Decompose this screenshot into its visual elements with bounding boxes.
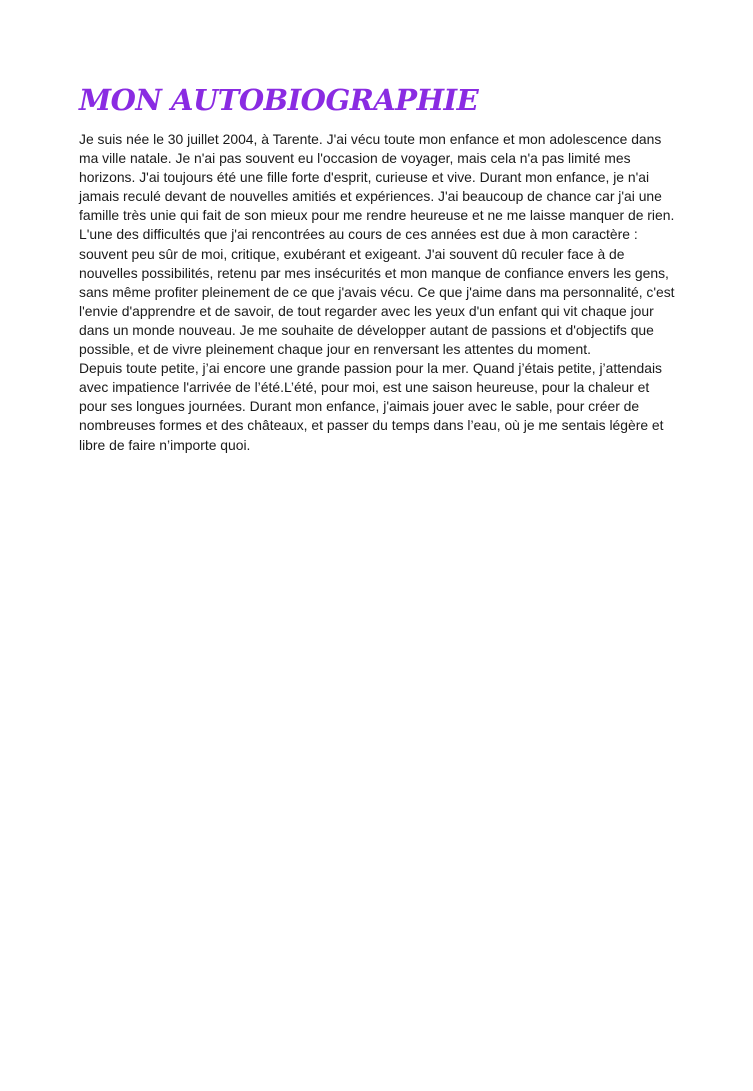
paragraph-difficulties-and-personality: L'une des difficultés que j'ai rencontrées au cours de ces années est due à mon caractère : souvent peu sûr de moi, critique, exubérant et exigeant. J'ai souvent dû reculer face à de nouvelles possibilités, retenu par mes insécurités et mon manque de confiance envers les gens, sans même profiter pleinement de ce que j'avais vécu. Ce que j'aime dans ma personnalité, c'est l'envie d'apprendre et de savoir, de tout regarder avec les yeux d'un enfant qui vit chaque jour dans un monde nouveau. Je me souhaite de développer autant de passions et d'objectifs que possible, et de vivre pleinement chaque jour en renversant les attentes du moment. (79, 226, 675, 358)
document-title: MON AUTOBIOGRAPHIE (79, 83, 479, 117)
paragraph-birth-and-childhood: Je suis née le 30 juillet 2004, à Tarente. J'ai vécu toute mon enfance et mon adolescence dans ma ville natale. Je n'ai pas souvent eu l'occasion de voyager, mais cela n'a pas limité mes horizons. J'ai toujours été une fille forte d'esprit, curieuse et vive. Durant mon enfance, je n'ai jamais reculé devant de nouvelles amitiés et expériences. J'ai beaucoup de chance car j'ai une famille très unie qui fait de son mieux pour me rendre heureuse et ne me laisse manquer de rien. (79, 131, 675, 224)
document-body (79, 130, 679, 455)
paragraph-passion-for-sea: Depuis toute petite, j’ai encore une grande passion pour la mer. Quand j’étais petite, j’attendais avec impatience l'arrivée de l’été.L’été, pour moi, est une saison heureuse, pour la chaleur et pour ses longues journées. Durant mon enfance, j'aimais jouer avec le sable, pour créer de nombreuses formes et des châteaux, et passer du temps dans l’eau, où je me sentais légère et libre de faire n’importe quoi. (79, 360, 664, 453)
